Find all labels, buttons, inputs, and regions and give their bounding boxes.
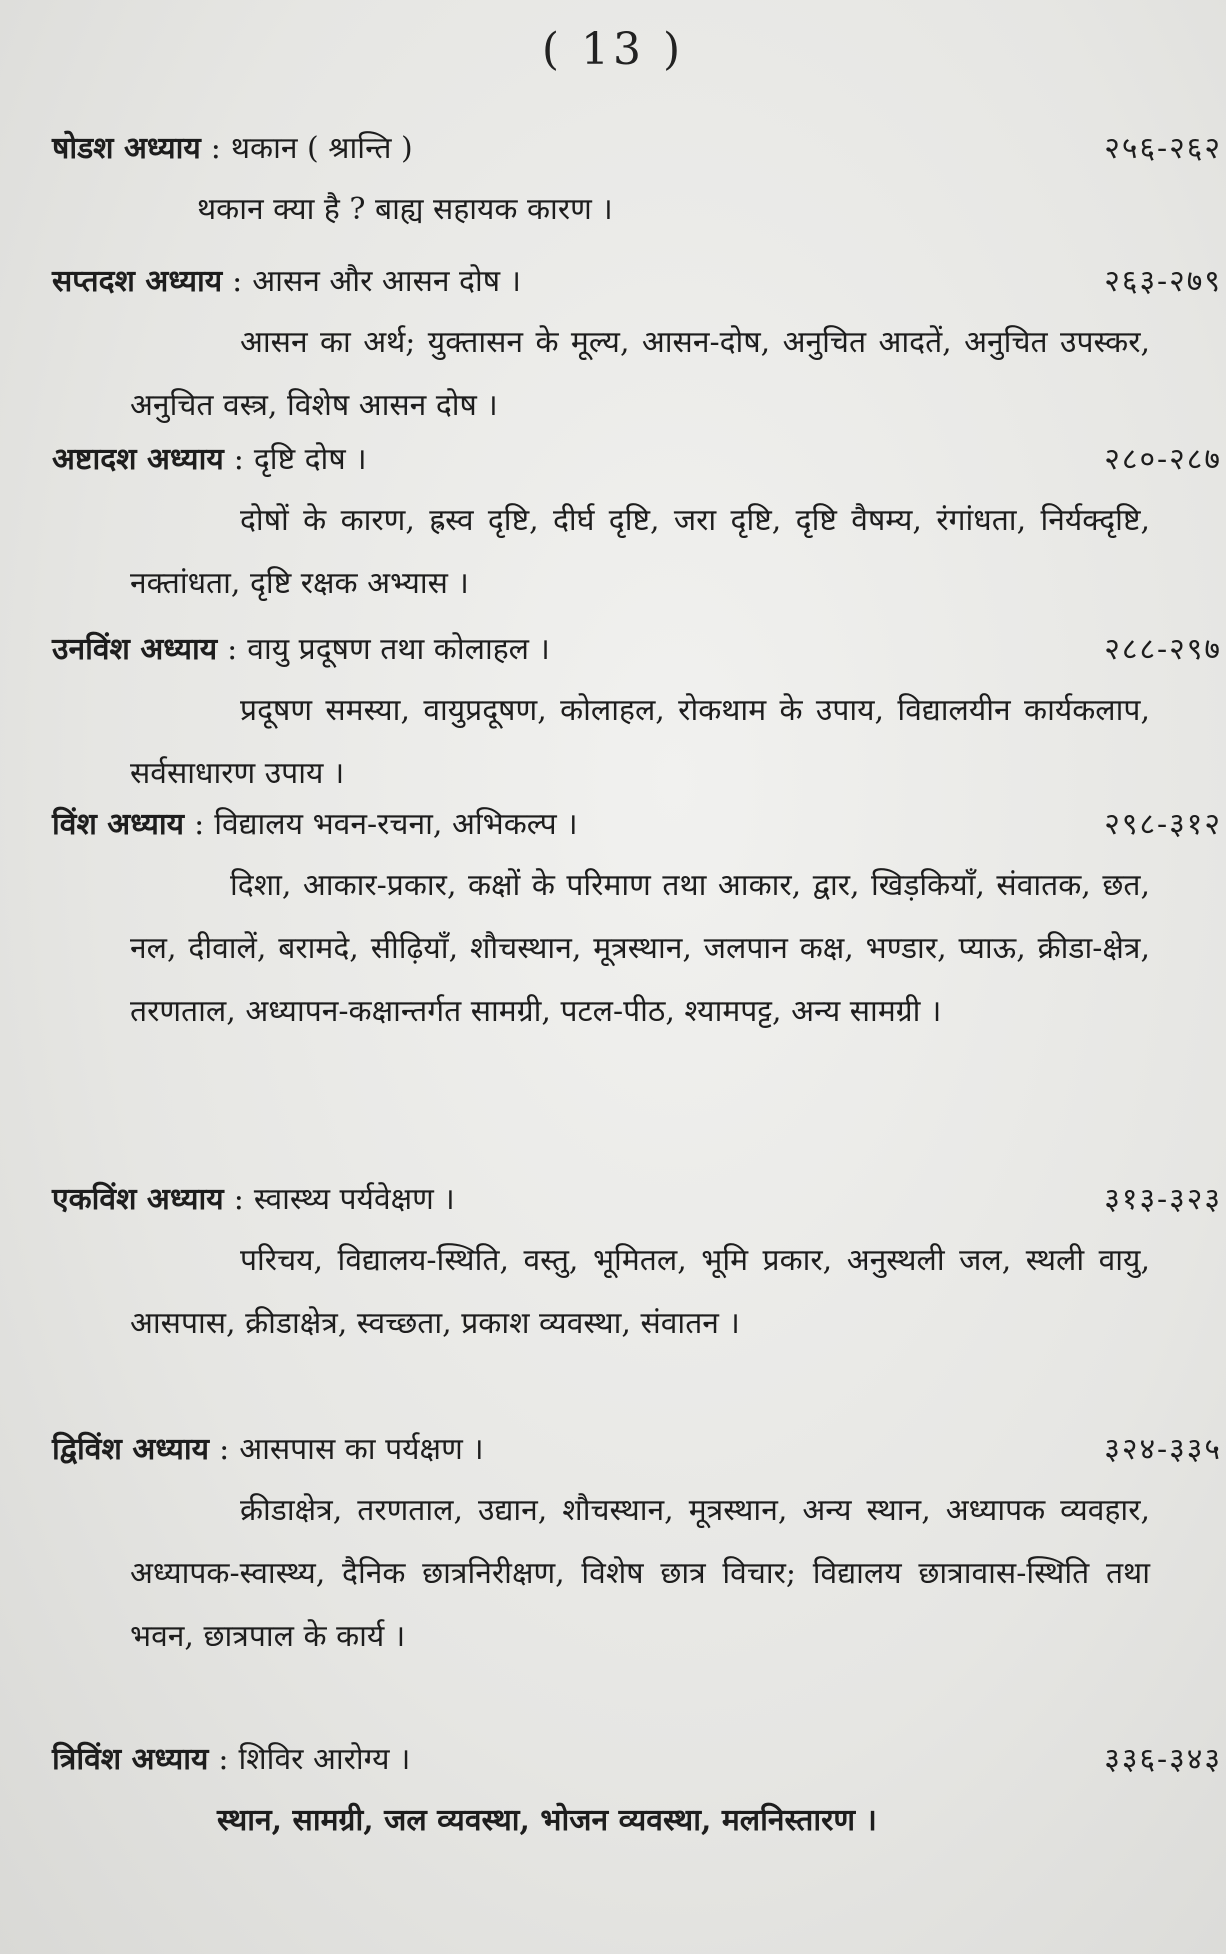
chapter-number: त्रिविंश अध्याय	[52, 1742, 209, 1777]
chapter-title: आसपास का पर्यक्षण ।	[239, 1432, 484, 1467]
page-range: २८०-२८७	[1104, 442, 1222, 477]
chapter-number: एकविंश अध्याय	[52, 1182, 224, 1217]
page-range: २६३-२७९	[1104, 264, 1222, 299]
chapter-topics: आसन का अर्थ; युक्तासन के मूल्य, आसन-दोष, अनुचित आदतें, अनुचित उपस्कर, अनुचित वस्त्र, विशेष आसन दोष ।	[130, 325, 1150, 423]
table-of-contents	[52, 120, 1222, 1871]
chapter-title: स्वास्थ्य पर्यवेक्षण ।	[253, 1182, 455, 1217]
toc-entry-heading	[52, 621, 1222, 679]
chapter-number: द्विविंश अध्याय	[52, 1432, 210, 1467]
chapter-number: षोडश अध्याय	[52, 131, 201, 166]
chapter-topics: प्रदूषण समस्या, वायुप्रदूषण, कोलाहल, रोकथाम के उपाय, विद्यालयीन कार्यकलाप, सर्वसाधारण उपाय ।	[130, 693, 1150, 791]
page-range: ३१३-३२३	[1104, 1182, 1222, 1217]
chapter-title: विद्यालय भवन-रचना, अभिकल्प ।	[214, 807, 578, 842]
toc-entry-heading	[52, 1171, 1222, 1229]
chapter-title: आसन और आसन दोष ।	[252, 264, 521, 299]
page-range: २९८-३१२	[1104, 807, 1222, 842]
chapter-topics: क्रीडाक्षेत्र, तरणताल, उद्यान, शौचस्थान, मूत्रस्थान, अन्य स्थान, अध्यापक व्यवहार, अध्यापक-स्वास्थ्य, दैनिक छात्रनिरीक्षण, विशेष छात्र विचार; विद्यालय छात्रावास-स्थिति तथा भवन, छात्रपाल के कार्य ।	[130, 1493, 1150, 1654]
toc-entry	[52, 253, 1222, 431]
chapter-number: अष्टादश अध्याय	[52, 442, 224, 477]
toc-entry	[52, 1421, 1222, 1731]
chapter-title: थकान ( श्रान्ति )	[230, 131, 413, 166]
toc-entry-heading	[52, 796, 1222, 854]
toc-entry	[52, 1731, 1222, 1871]
toc-entry-heading	[52, 120, 1222, 178]
chapter-number: सप्तदश अध्याय	[52, 264, 223, 299]
page-range: ३२४-३३५	[1104, 1432, 1222, 1467]
separator: :	[233, 1182, 244, 1217]
toc-entry	[52, 621, 1222, 796]
separator: :	[218, 1742, 229, 1777]
separator: :	[232, 264, 243, 299]
toc-entry	[52, 796, 1222, 1171]
chapter-topics: दिशा, आकार-प्रकार, कक्षों के परिमाण तथा आकार, द्वार, खिड़कियाँ, संवातक, छत, नल, दीवालें, बरामदे, सीढ़ियाँ, शौचस्थान, मूत्रस्थान, जलपान कक्ष, भण्डार, प्याऊ, क्रीडा-क्षेत्र, तरणताल, अध्यापन-कक्षान्तर्गत सामग्री, पटल-पीठ, श्यामपट्ट, अन्य सामग्री ।	[130, 868, 1150, 1029]
separator: :	[210, 131, 221, 166]
toc-entry	[52, 120, 1222, 253]
chapter-topics: दोषों के कारण, ह्रस्व दृष्टि, दीर्घ दृष्टि, जरा दृष्टि, दृष्टि वैषम्य, रंगांधता, निर्यक्दृष्टि, नक्तांधता, दृष्टि रक्षक अभ्यास ।	[130, 503, 1150, 601]
page-number: ( 13 )	[541, 24, 685, 75]
toc-entry-heading	[52, 1421, 1222, 1479]
chapter-title: वायु प्रदूषण तथा कोलाहल ।	[247, 632, 550, 667]
toc-entry-heading	[52, 253, 1222, 311]
chapter-topics: थकान क्या है ? बाह्य सहायक कारण ।	[197, 192, 613, 227]
toc-entry	[52, 431, 1222, 621]
toc-entry-heading	[52, 431, 1222, 489]
chapter-topics: स्थान, सामग्री, जल व्यवस्था, भोजन व्यवस्था, मलनिस्तारण ।	[217, 1803, 877, 1838]
page-range: २८८-२९७	[1104, 632, 1222, 667]
toc-entry-heading	[52, 1731, 1222, 1789]
chapter-title: दृष्टि दोष ।	[253, 442, 367, 477]
page-range: ३३६-३४३	[1104, 1742, 1222, 1777]
page-range: २५६-२६२	[1104, 131, 1222, 166]
chapter-number: विंश अध्याय	[52, 807, 185, 842]
toc-entry	[52, 1171, 1222, 1421]
separator: :	[194, 807, 205, 842]
separator: :	[233, 442, 244, 477]
chapter-topics: परिचय, विद्यालय-स्थिति, वस्तु, भूमितल, भूमि प्रकार, अनुस्थली जल, स्थली वायु, आसपास, क्रीडाक्षेत्र, स्वच्छता, प्रकाश व्यवस्था, संवातन ।	[130, 1243, 1150, 1341]
separator: :	[227, 632, 238, 667]
chapter-number: उनविंश अध्याय	[52, 632, 218, 667]
separator: :	[219, 1432, 230, 1467]
chapter-title: शिविर आरोग्य ।	[238, 1742, 411, 1777]
